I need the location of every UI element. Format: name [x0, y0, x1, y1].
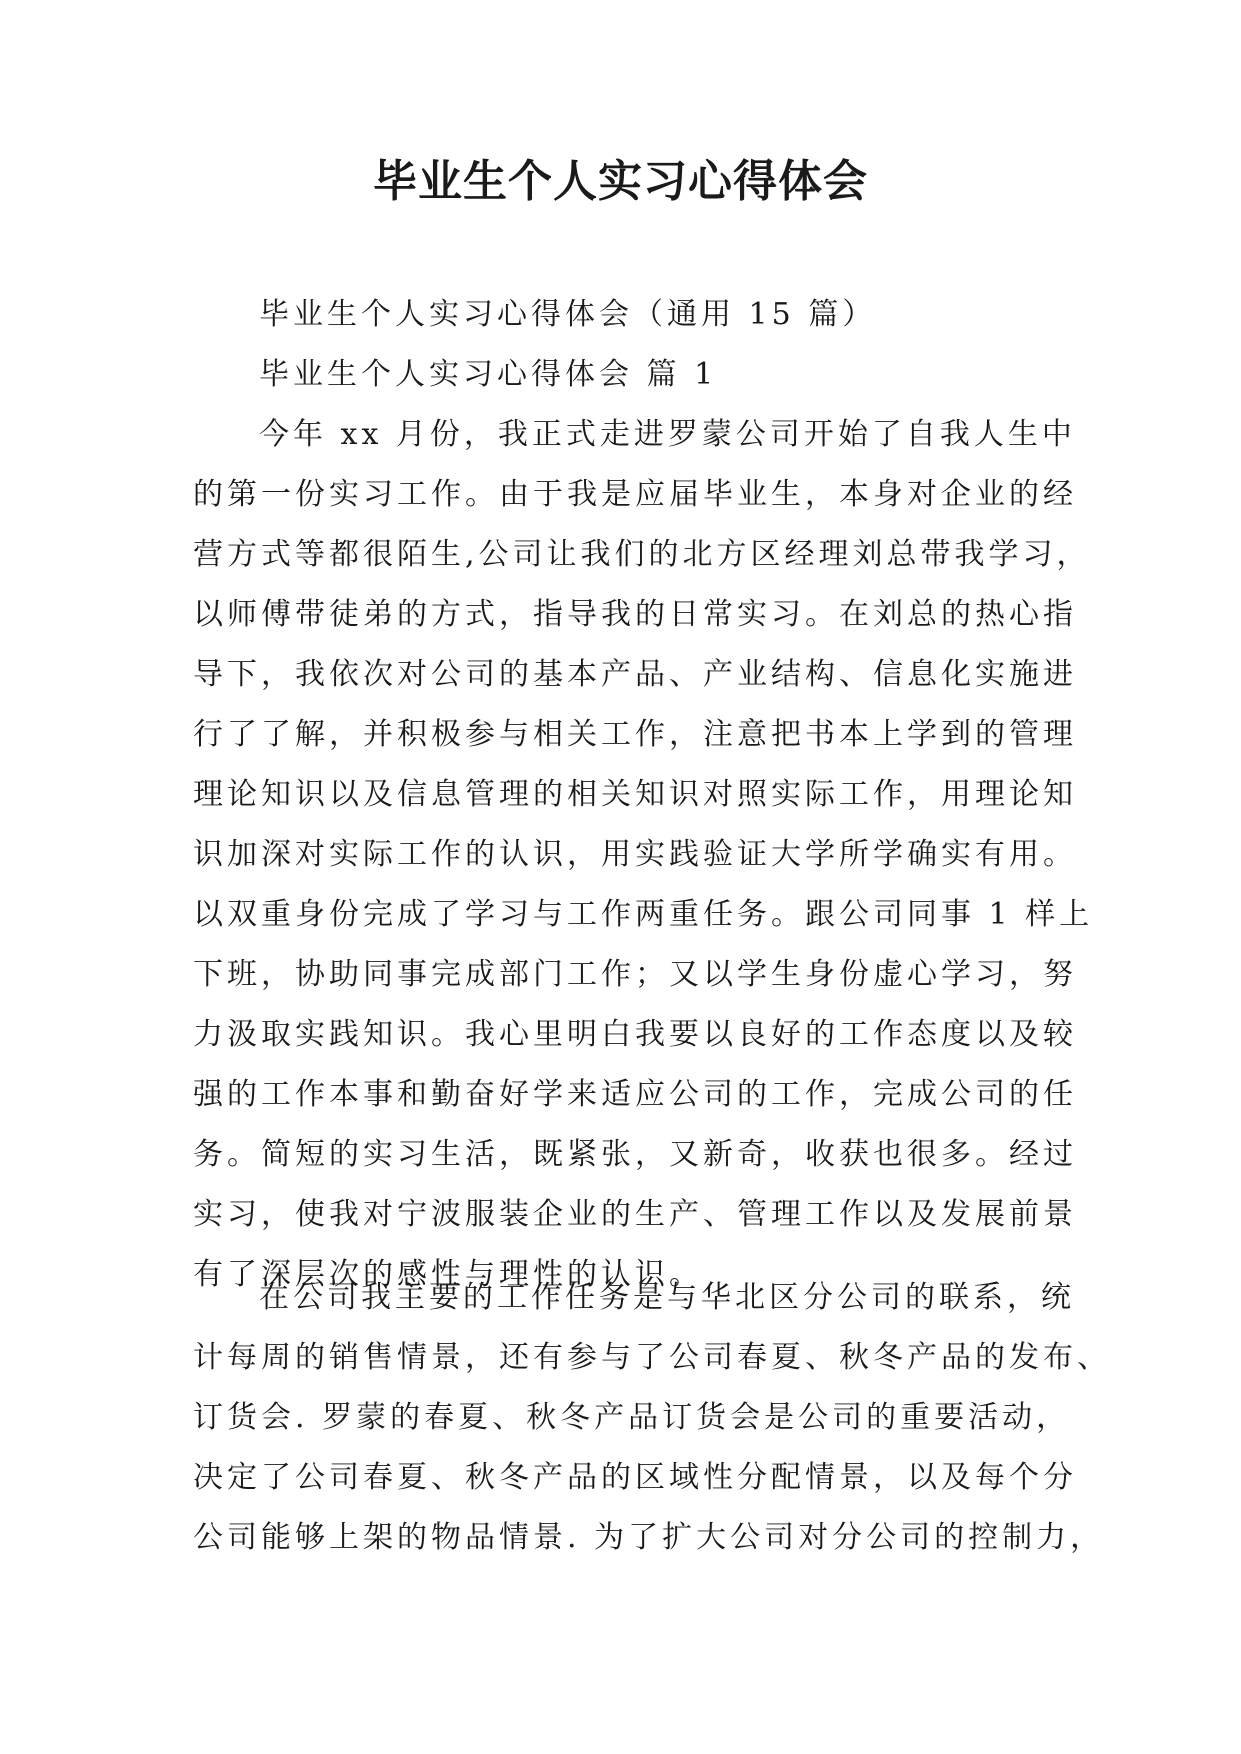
paragraph-line: 以双重身份完成了学习与工作两重任务。跟公司同事 1 样上	[193, 897, 1094, 932]
paragraph-line: 务。简短的实习生活，既紧张，又新奇，收获也很多。经过	[193, 1137, 1077, 1172]
paragraph-line: 计每周的销售情景，还有参与了公司春夏、秋冬产品的发布、	[193, 1340, 1111, 1375]
paragraph-line: 订货会. 罗蒙的春夏、秋冬产品订货会是公司的重要活动，	[193, 1400, 1071, 1435]
paragraph-line: 强的工作本事和勤奋好学来适应公司的工作，完成公司的任	[193, 1077, 1077, 1112]
paragraph-line: 识加深对实际工作的认识，用实践验证大学所学确实有用。	[193, 837, 1077, 872]
section-heading: 毕业生个人实习心得体会 篇 1	[259, 357, 718, 392]
paragraph-line: 理论知识以及信息管理的相关知识对照实际工作，用理论知	[193, 777, 1077, 812]
paragraph-line: 力汲取实践知识。我心里明白我要以良好的工作态度以及较	[193, 1017, 1077, 1052]
paragraph-line: 下班，协助同事完成部门工作；又以学生身份虚心学习，努	[193, 957, 1077, 992]
paragraph-line: 行了了解，并积极参与相关工作，注意把书本上学到的管理	[193, 717, 1077, 752]
document-body-upper	[193, 285, 1193, 1305]
paragraph-line: 实习，使我对宁波服装企业的生产、管理工作以及发展前景	[193, 1197, 1077, 1232]
paragraph-line: 公司能够上架的物品情景. 为了扩大公司对分公司的控制力，	[193, 1520, 1105, 1555]
paragraph-line: 导下，我依次对公司的基本产品、产业结构、信息化实施进	[193, 657, 1077, 692]
paragraph-line: 今年 xx 月份，我正式走进罗蒙公司开始了自我人生中	[259, 417, 1076, 452]
paragraph-line: 营方式等都很陌生,公司让我们的北方区经理刘总带我学习，	[193, 537, 1091, 572]
document-title: 毕业生个人实习心得体会	[373, 156, 868, 207]
paragraph-line: 的第一份实习工作。由于我是应届毕业生，本身对企业的经	[193, 477, 1077, 512]
paragraph-line: 在公司我主要的工作任务是与华北区分公司的联系，统	[259, 1280, 1075, 1315]
document-subtitle: 毕业生个人实习心得体会（通用 15 篇）	[259, 297, 877, 332]
paragraph-line: 决定了公司春夏、秋冬产品的区域性分配情景，以及每个分	[193, 1460, 1077, 1495]
document-body-lower	[193, 1268, 1193, 1568]
paragraph-line: 以师傅带徒弟的方式，指导我的日常实习。在刘总的热心指	[193, 597, 1077, 632]
paragraph-2	[193, 1268, 1193, 1568]
paragraph-1	[193, 405, 1193, 1305]
paragraph-line: 有了深层次的感性与理性的认识。	[193, 1257, 703, 1292]
